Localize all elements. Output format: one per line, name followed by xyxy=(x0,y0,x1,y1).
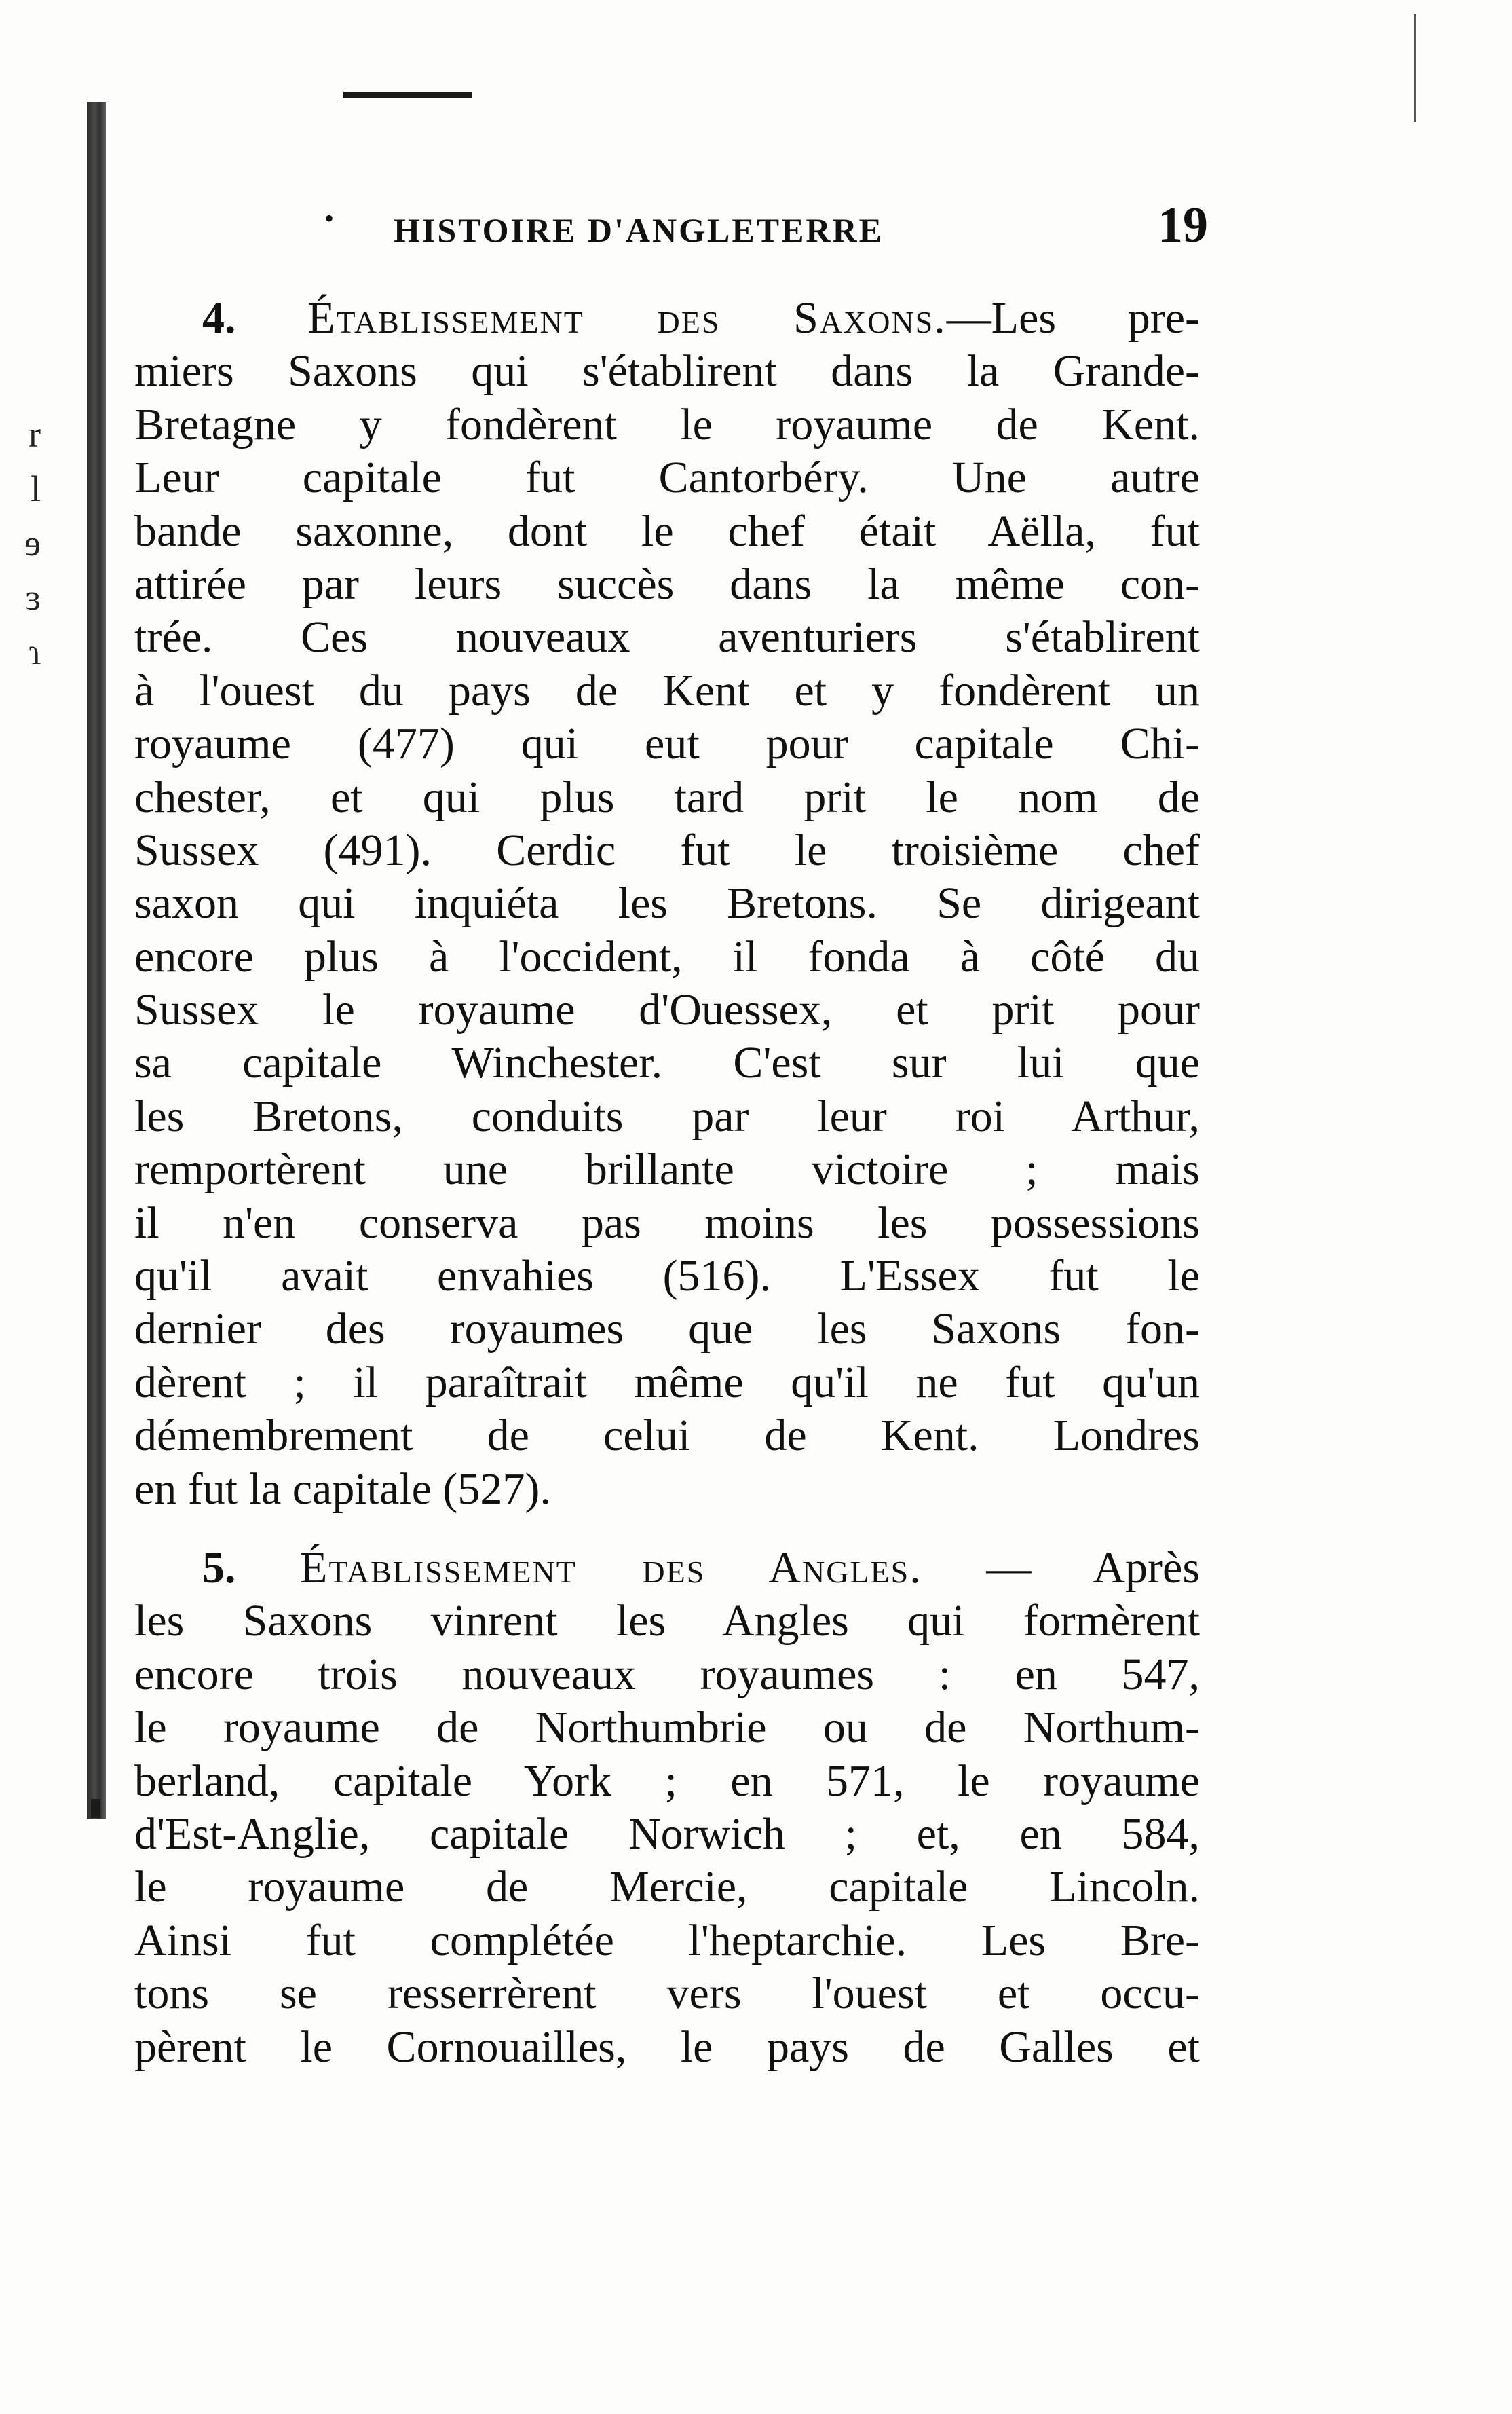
running-header xyxy=(136,197,1208,265)
text-line: Ainsi fut complétée l'heptarchie. Les Bre- xyxy=(134,1915,1200,1965)
text-line: saxon qui inquiéta les Bretons. Se dirigeant xyxy=(134,878,1200,929)
text-line xyxy=(134,1542,1200,1595)
text-line: le royaume de Northumbrie ou de Northum- xyxy=(134,1703,1200,1753)
text-line: encore plus à l'occident, il fonda à côté du xyxy=(134,931,1200,982)
paragraph-4 xyxy=(134,292,1200,1516)
text-line: les Saxons vinrent les Angles qui formèrent xyxy=(134,1596,1200,1646)
text-line: démembrement de celui de Kent. Londres xyxy=(134,1411,1200,1461)
text-line: remportèrent une brillante victoire ; mais xyxy=(134,1145,1200,1195)
margin-glyph: r xyxy=(29,414,41,455)
facing-page-remnants xyxy=(0,407,41,679)
line-text: — Après xyxy=(922,1542,1201,1593)
paragraph-heading: Établissement des Angles. xyxy=(300,1542,922,1593)
line-text: —Les pre- xyxy=(946,293,1200,343)
binding-shadow xyxy=(87,102,106,1819)
running-title: HISTOIRE D'ANGLETERRE xyxy=(394,211,884,249)
text-line: dernier des royaumes que les Saxons fon- xyxy=(134,1304,1200,1354)
text-line: berland, capitale York ; en 571, le royaume xyxy=(134,1756,1200,1806)
text-line: chester, et qui plus tard prit le nom de xyxy=(134,772,1200,822)
binding-shadow-end xyxy=(91,1799,100,1818)
text-line: bande saxonne, dont le chef était Aëlla, fut xyxy=(134,506,1200,556)
top-rule xyxy=(343,92,472,98)
text-line: trée. Ces nouveaux aventuriers s'établirent xyxy=(134,612,1200,663)
text-line: le royaume de Mercie, capitale Lincoln. xyxy=(134,1862,1200,1912)
text-line: royaume (477) qui eut pour capitale Chi- xyxy=(134,719,1200,769)
text-line: Sussex le royaume d'Ouessex, et prit pour xyxy=(134,985,1200,1035)
margin-glyph: ɿ xyxy=(29,631,41,672)
paragraph-5 xyxy=(134,1542,1200,2074)
header-bullet: • xyxy=(324,203,335,234)
text-line: pèrent le Cornouailles, le pays de Galles et xyxy=(134,2022,1200,2072)
margin-glyph: l xyxy=(30,468,41,509)
body-text xyxy=(134,292,1200,2074)
text-line: Bretagne y fondèrent le royaume de Kent. xyxy=(134,399,1200,449)
text-line: qu'il avait envahies (516). L'Essex fut le xyxy=(134,1251,1200,1301)
text-line: attirée par leurs succès dans la même con- xyxy=(134,559,1200,609)
text-line: il n'en conserva pas moins les possessions xyxy=(134,1197,1200,1248)
margin-glyph: ɘ xyxy=(24,523,41,563)
text-line: miers Saxons qui s'établirent dans la Grande- xyxy=(134,346,1200,396)
margin-glyph: ɜ xyxy=(25,577,41,618)
text-line: dèrent ; il paraîtrait même qu'il ne fut qu'un xyxy=(134,1357,1200,1407)
page-edge-line xyxy=(1414,14,1416,122)
paragraph-heading: Établissement des Saxons. xyxy=(307,293,947,343)
text-line: sa capitale Winchester. C'est sur lui que xyxy=(134,1038,1200,1088)
text-line: d'Est-Anglie, capitale Norwich ; et, en 584, xyxy=(134,1808,1200,1859)
text-line: tons se resserrèrent vers l'ouest et occu- xyxy=(134,1969,1200,2019)
text-line: Leur capitale fut Cantorbéry. Une autre xyxy=(134,453,1200,503)
paragraph-number: 4. xyxy=(202,293,236,343)
page-number: 19 xyxy=(1158,198,1208,253)
text-line: à l'ouest du pays de Kent et y fondèrent un xyxy=(134,665,1200,716)
text-line: Sussex (491). Cerdic fut le troisième chef xyxy=(134,825,1200,875)
text-line xyxy=(134,292,1200,345)
paragraph-number: 5. xyxy=(202,1542,236,1593)
text-line: encore trois nouveaux royaumes : en 547, xyxy=(134,1649,1200,1699)
text-line: les Bretons, conduits par leur roi Arthur, xyxy=(134,1091,1200,1141)
text-line: en fut la capitale (527). xyxy=(134,1464,551,1514)
